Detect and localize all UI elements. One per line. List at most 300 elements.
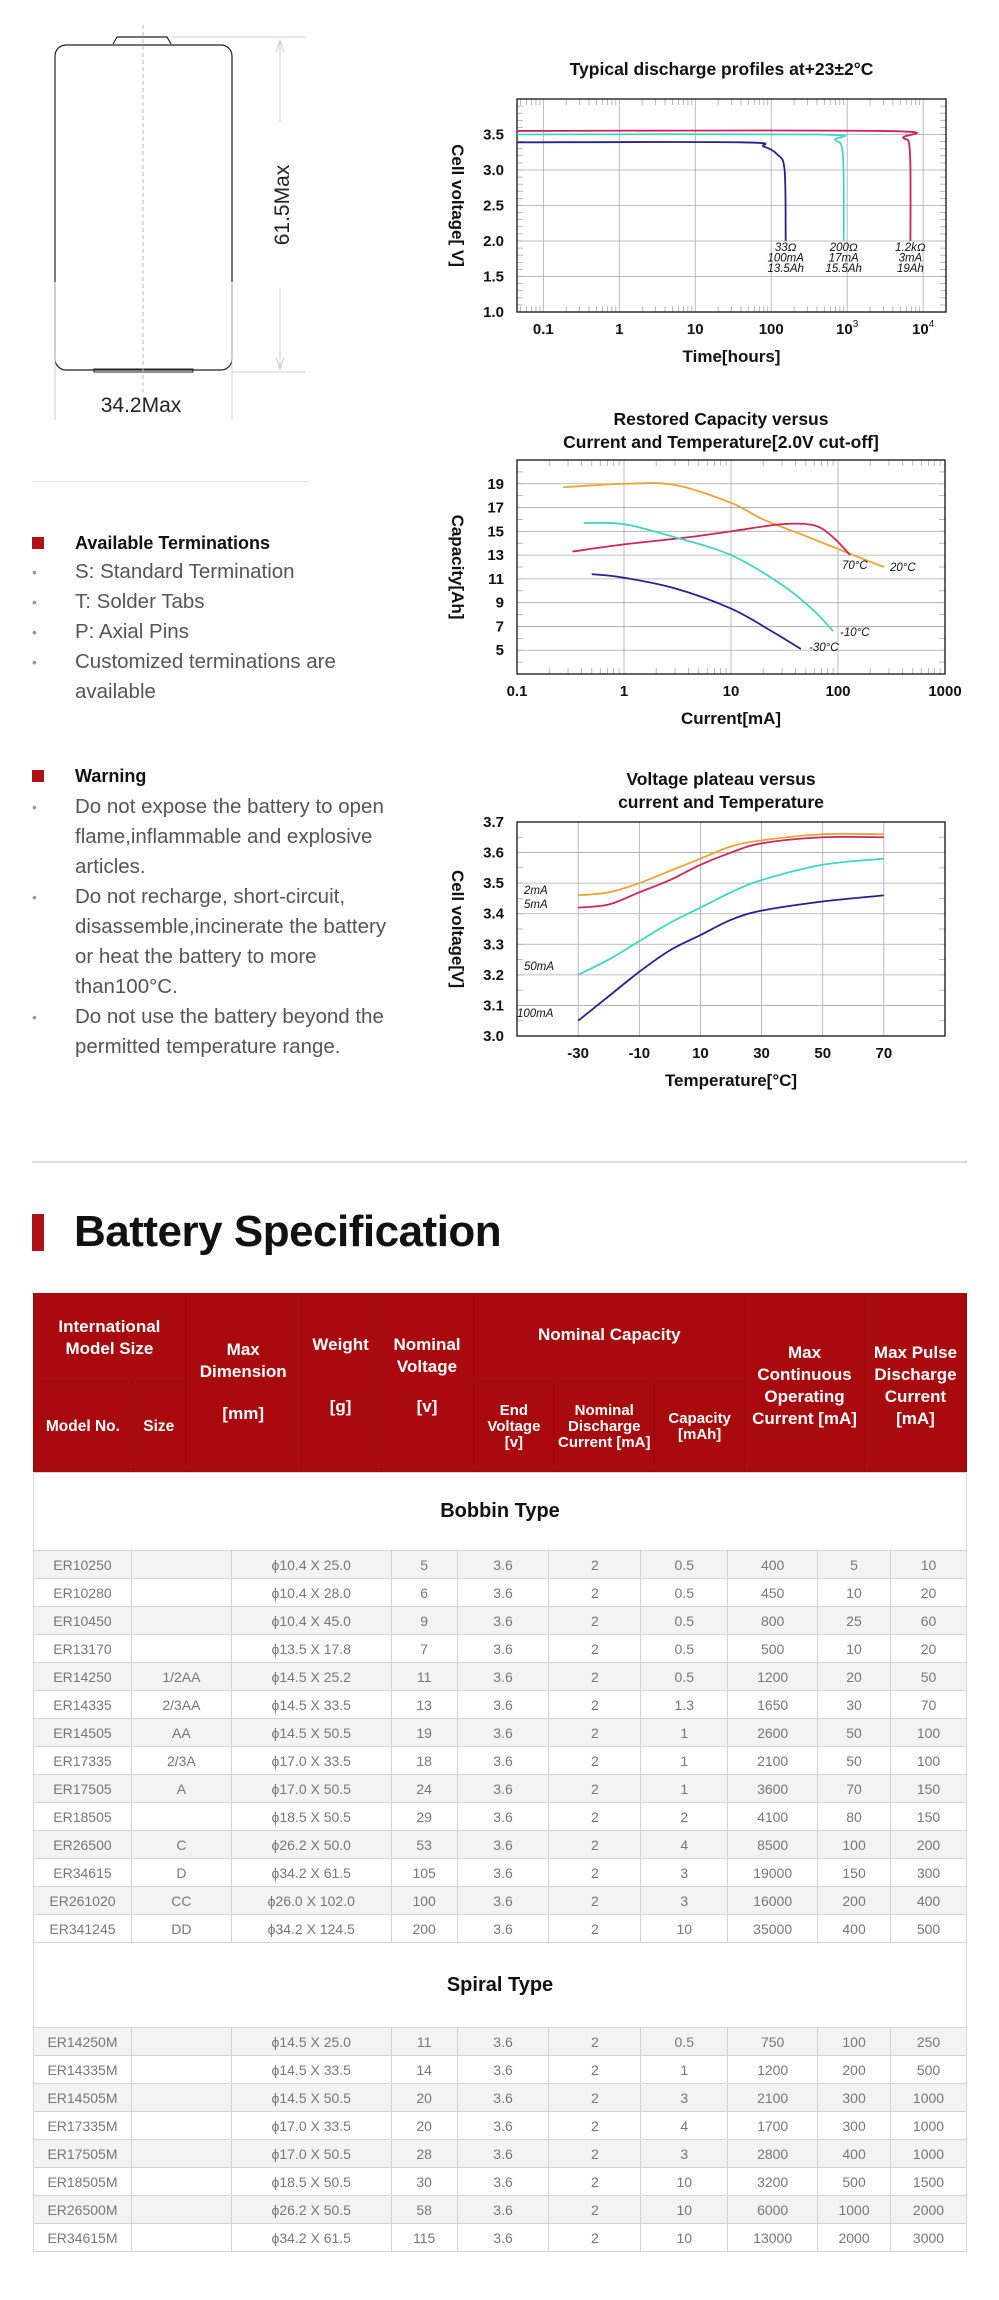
table-cell: 2 [549, 2196, 641, 2224]
header-max-dimension [185, 1294, 301, 1472]
table-cell: ER10250 [34, 1551, 132, 1579]
table-cell [131, 2056, 231, 2084]
table-cell: ER34615 [34, 1859, 132, 1887]
table-cell [131, 1607, 231, 1635]
table-cell: ϕ13.5 X 17.8 [231, 1635, 391, 1663]
header-v: [v] [416, 1397, 438, 1416]
table-cell: 2 [549, 1719, 641, 1747]
table-cell: ϕ14.5 X 33.5 [231, 2056, 391, 2084]
table-cell: 14 [391, 2056, 457, 2084]
table-cell: 1 [641, 2056, 728, 2084]
table-cell: 4 [641, 2112, 728, 2140]
table-cell: 2800 [728, 2140, 818, 2168]
table-row [34, 2084, 967, 2112]
table-cell: 800 [728, 1607, 818, 1635]
table-cell: 5 [391, 1551, 457, 1579]
table-cell: 2/3A [131, 1747, 231, 1775]
table-cell: 3.6 [457, 1831, 549, 1859]
table-cell: 10 [818, 1579, 891, 1607]
header-mm: [mm] [222, 1404, 264, 1423]
series-label: -10°C [840, 627, 870, 639]
table-cell: 3.6 [457, 2112, 549, 2140]
table-cell [131, 1579, 231, 1607]
header-intl-model-size: International Model Size [34, 1294, 186, 1382]
table-cell: 2 [549, 1663, 641, 1691]
table-cell: ER10280 [34, 1579, 132, 1607]
x-tick-label: 10 [686, 321, 704, 338]
table-cell: 50 [891, 1663, 967, 1691]
table-cell: ER17335M [34, 2112, 132, 2140]
table-cell: 500 [818, 2168, 891, 2196]
spec-table-header [33, 1293, 967, 1472]
table-cell: 500 [891, 1915, 967, 1943]
table-cell: 1700 [728, 2112, 818, 2140]
table-cell [131, 2168, 231, 2196]
table-cell: 3.6 [457, 1691, 549, 1719]
table-cell: ϕ34.2 X 124.5 [231, 1915, 391, 1943]
series-line [563, 483, 884, 567]
table-cell: 70 [891, 1691, 967, 1719]
table-cell: 2 [549, 1831, 641, 1859]
header-weight-label: Weight [312, 1335, 369, 1354]
table-cell: 3.6 [457, 2056, 549, 2084]
table-cell: 100 [818, 2028, 891, 2056]
table-cell [131, 1635, 231, 1663]
table-cell: 1000 [891, 2084, 967, 2112]
x-tick-label: 1000 [928, 683, 962, 700]
table-row [34, 2028, 967, 2056]
series-line [578, 834, 884, 896]
table-cell: 3.6 [457, 1775, 549, 1803]
y-axis-label: Capacity[Ah] [448, 514, 467, 620]
table-cell: 1/2AA [131, 1663, 231, 1691]
header-nominal-voltage-label: Nominal Voltage [393, 1335, 461, 1376]
table-cell: 3.6 [457, 1635, 549, 1663]
table-cell: ϕ34.2 X 61.5 [231, 1859, 391, 1887]
table-cell: 53 [391, 1831, 457, 1859]
table-cell: 300 [818, 2084, 891, 2112]
table-cell: 100 [818, 1831, 891, 1859]
series-annotation: 19Ah [896, 263, 924, 275]
warning-list [32, 792, 392, 1062]
terminations-title: Available Terminations [75, 532, 271, 553]
table-cell: 20 [891, 1635, 967, 1663]
table-cell: A [131, 1775, 231, 1803]
table-cell: 3 [641, 1859, 728, 1887]
table-cell: 11 [391, 1663, 457, 1691]
table-row [34, 1859, 967, 1887]
group-row [34, 1943, 967, 2028]
y-tick-label: 3.0 [483, 162, 504, 179]
table-cell: 8500 [728, 1831, 818, 1859]
chart-title: Current and Temperature[2.0V cut-off] [563, 432, 879, 452]
series-label: 20°C [890, 562, 916, 574]
height-label: 61.5Max [271, 164, 294, 246]
width-label: 34.2Max [100, 394, 182, 417]
y-tick-label: 3.6 [483, 844, 504, 862]
table-cell: 1000 [891, 2140, 967, 2168]
y-axis-label: Cell voltage[V] [448, 869, 467, 989]
y-tick-label: 13 [487, 547, 504, 565]
table-cell: 3 [641, 2140, 728, 2168]
table-cell: 200 [818, 2056, 891, 2084]
bullet-icon: • [32, 594, 37, 610]
y-tick-label: 3.2 [483, 966, 504, 984]
y-tick-label: 11 [488, 570, 504, 588]
table-cell: 150 [818, 1859, 891, 1887]
header-capacity: Capacity [mAh] [655, 1382, 745, 1472]
table-cell: ER17335 [34, 1747, 132, 1775]
warning-section [32, 764, 392, 1062]
table-cell: ϕ18.5 X 50.5 [231, 1803, 391, 1831]
table-cell: 3000 [891, 2224, 967, 2252]
x-tick-label: 10 [722, 683, 740, 700]
x-tick-label: 100 [825, 683, 851, 700]
series-annotation: 17mA [828, 252, 859, 265]
x-axis-label: Time[hours] [682, 347, 781, 366]
series-annotation: 200Ω [829, 242, 858, 254]
table-cell: 28 [391, 2140, 457, 2168]
spec-heading [32, 1207, 502, 1256]
table-cell: 3.6 [457, 1859, 549, 1887]
bullet-icon: • [32, 799, 37, 815]
group-title: Bobbin Type [34, 1473, 967, 1551]
battery-positive-cap [113, 37, 171, 44]
table-cell: 30 [818, 1691, 891, 1719]
table-cell: 10 [641, 1915, 728, 1943]
list-item [32, 557, 392, 587]
table-cell: 3200 [728, 2168, 818, 2196]
header-model-no: Model No. [34, 1382, 133, 1472]
table-row [34, 2224, 967, 2252]
spec-title: Battery Specification [74, 1207, 502, 1256]
table-cell: 19 [391, 1719, 457, 1747]
table-cell: 29 [391, 1803, 457, 1831]
table-cell: 2000 [891, 2196, 967, 2224]
table-cell: 70 [818, 1775, 891, 1803]
plot-frame [517, 822, 945, 1036]
table-cell: 2 [549, 2028, 641, 2056]
table-row [34, 1775, 967, 1803]
table-cell: ER10450 [34, 1607, 132, 1635]
list-item [32, 587, 392, 617]
y-tick-label: 1.0 [483, 304, 504, 321]
table-cell: ER26500 [34, 1831, 132, 1859]
table-cell: 18 [391, 1747, 457, 1775]
table-cell: 100 [891, 1719, 967, 1747]
voltage-plateau-chart [440, 755, 980, 1095]
series-line [572, 524, 850, 556]
x-tick-label: 1 [619, 683, 629, 700]
series-line [517, 130, 917, 241]
table-cell: 3.6 [457, 1803, 549, 1831]
table-cell: 20 [891, 1579, 967, 1607]
table-cell: 2000 [818, 2224, 891, 2252]
y-tick-label: 3.5 [483, 875, 504, 893]
table-cell: 0.5 [641, 1663, 728, 1691]
table-cell: 1 [641, 1775, 728, 1803]
table-cell: 20 [391, 2112, 457, 2140]
x-tick-label: $10^3$ [836, 319, 859, 338]
table-cell: 2 [549, 1691, 641, 1719]
series-line [517, 142, 786, 241]
table-cell: 3.6 [457, 1663, 549, 1691]
list-item [32, 617, 392, 647]
series-annotation: 100mA [767, 252, 804, 265]
table-cell: 200 [391, 1915, 457, 1943]
battery-dimension-drawing [0, 0, 420, 440]
table-cell: 2 [549, 1551, 641, 1579]
header-nominal-discharge-current: Nominal Discharge Current [mA] [554, 1382, 655, 1472]
table-cell: 100 [391, 1887, 457, 1915]
list-item [32, 882, 392, 1002]
discharge-profile-chart [440, 55, 980, 375]
table-cell: 115 [391, 2224, 457, 2252]
table-row [34, 1663, 967, 1691]
y-tick-label: 5 [495, 642, 504, 660]
y-tick-label: 3.4 [483, 905, 504, 923]
table-cell: 1000 [891, 2112, 967, 2140]
table-cell: 250 [891, 2028, 967, 2056]
table-cell: 6000 [728, 2196, 818, 2224]
table-cell: 0.5 [641, 1579, 728, 1607]
table-cell: 1200 [728, 2056, 818, 2084]
series-line [578, 859, 884, 975]
series-label: 70°C [842, 560, 868, 572]
table-row [34, 1887, 967, 1915]
chart-title: Voltage plateau versus [626, 769, 816, 789]
red-square-icon [32, 770, 44, 782]
table-cell: 0.5 [641, 2028, 728, 2056]
table-cell: ER14335M [34, 2056, 132, 2084]
table-cell: 3.6 [457, 2084, 549, 2112]
table-cell: 13 [391, 1691, 457, 1719]
bullet-icon: • [32, 564, 37, 580]
series-label: 2mA [524, 885, 548, 897]
list-item-text: Do not use the battery beyond the permitted temperature range. [75, 1005, 384, 1058]
table-cell: 400 [818, 1915, 891, 1943]
table-row [34, 1691, 967, 1719]
table-cell: ϕ26.2 X 50.5 [231, 2196, 391, 2224]
table-cell [131, 2028, 231, 2056]
table-cell: 450 [728, 1579, 818, 1607]
table-cell: 19000 [728, 1859, 818, 1887]
table-row [34, 1579, 967, 1607]
table-cell: 2600 [728, 1719, 818, 1747]
table-cell: 24 [391, 1775, 457, 1803]
table-cell: 3600 [728, 1775, 818, 1803]
table-cell: 400 [728, 1551, 818, 1579]
series-label: -30°C [809, 642, 839, 654]
table-cell: ER34615M [34, 2224, 132, 2252]
series-line [517, 134, 845, 241]
grid [517, 460, 945, 674]
table-row [34, 1915, 967, 1943]
table-cell: 3.6 [457, 1915, 549, 1943]
table-cell: 50 [818, 1719, 891, 1747]
chart-title: Restored Capacity versus [613, 409, 829, 429]
table-cell: ϕ17.0 X 33.5 [231, 1747, 391, 1775]
table-cell: ϕ10.4 X 28.0 [231, 1579, 391, 1607]
table-cell: 7 [391, 1635, 457, 1663]
list-item [32, 792, 392, 882]
list-item-text: S: Standard Termination [75, 560, 295, 583]
table-cell: ER14505 [34, 1719, 132, 1747]
y-tick-label: 3.3 [483, 936, 504, 954]
table-cell: 1000 [818, 2196, 891, 2224]
list-item [32, 1002, 392, 1062]
x-tick-label: 1 [615, 321, 624, 338]
table-cell: 16000 [728, 1887, 818, 1915]
table-cell: 2 [641, 1803, 728, 1831]
header-max-pulse: Max Pulse Discharge Current [mA] [864, 1294, 966, 1472]
table-cell: 3.6 [457, 2168, 549, 2196]
table-cell [131, 2196, 231, 2224]
x-tick-label: 0.1 [532, 321, 554, 338]
y-tick-label: 2.0 [483, 233, 504, 250]
series-annotation: 3mA [898, 252, 923, 265]
table-cell: 3.6 [457, 1747, 549, 1775]
header-max-dimension-label: Max Dimension [199, 1340, 287, 1381]
left-divider [32, 481, 308, 482]
table-cell: 0.5 [641, 1607, 728, 1635]
table-cell: 10 [818, 1635, 891, 1663]
bullet-icon: • [32, 1009, 37, 1025]
table-cell: 1 [641, 1719, 728, 1747]
table-cell: 500 [891, 2056, 967, 2084]
x-axis-label: Current[mA] [680, 709, 782, 728]
table-cell: 3 [641, 1887, 728, 1915]
table-row [34, 2196, 967, 2224]
list-item-text: Do not recharge, short-circuit, disassemble,incinerate the battery or heat the battery to more than100°C. [75, 885, 387, 998]
table-row [34, 1803, 967, 1831]
table-cell [131, 2112, 231, 2140]
table-cell: ϕ14.5 X 50.5 [231, 2084, 391, 2112]
y-tick-label: 15 [487, 523, 504, 541]
table-cell: D [131, 1859, 231, 1887]
table-cell: ER14505M [34, 2084, 132, 2112]
table-cell: 35000 [728, 1915, 818, 1943]
series-line [578, 837, 884, 908]
grid [517, 822, 945, 1036]
table-cell: 3.6 [457, 2224, 549, 2252]
x-tick-label: 50 [814, 1045, 832, 1062]
table-cell: 4 [641, 1831, 728, 1859]
y-tick-label: 7 [495, 618, 504, 636]
y-tick-label: 3.7 [483, 814, 504, 831]
table-cell [131, 2084, 231, 2112]
table-row [34, 1747, 967, 1775]
table-cell: 2 [549, 2140, 641, 2168]
table-cell: ER14250 [34, 1663, 132, 1691]
table-cell: 25 [818, 1607, 891, 1635]
table-cell: 58 [391, 2196, 457, 2224]
table-cell: 3.6 [457, 1607, 549, 1635]
y-tick-label: 2.5 [483, 197, 504, 215]
table-cell: 1500 [891, 2168, 967, 2196]
series-annotation: 33Ω [774, 242, 797, 254]
table-cell: ER18505 [34, 1803, 132, 1831]
list-item-text: T: Solder Tabs [75, 590, 205, 613]
table-cell: ϕ14.5 X 33.5 [231, 1691, 391, 1719]
y-tick-label: 9 [495, 594, 504, 612]
header-weight [301, 1294, 380, 1472]
table-cell: 150 [891, 1775, 967, 1803]
table-cell: 1 [641, 1747, 728, 1775]
table-cell: ER17505M [34, 2140, 132, 2168]
table-row [34, 2140, 967, 2168]
table-cell: AA [131, 1719, 231, 1747]
chart-title: current and Temperature [618, 792, 824, 812]
table-cell: 11 [391, 2028, 457, 2056]
header-size: Size [132, 1382, 185, 1472]
table-cell: 3.6 [457, 1887, 549, 1915]
table-cell: 300 [891, 1859, 967, 1887]
x-tick-label: -30 [567, 1045, 589, 1062]
warning-title: Warning [75, 765, 147, 786]
table-cell: 10 [891, 1551, 967, 1579]
table-cell: 2100 [728, 1747, 818, 1775]
y-tick-label: 19 [487, 475, 504, 493]
table-row [34, 2112, 967, 2140]
table-cell: 500 [728, 1635, 818, 1663]
table-cell: 10 [641, 2196, 728, 2224]
table-cell: 80 [818, 1803, 891, 1831]
table-cell: ER14250M [34, 2028, 132, 2056]
list-item-text: P: Axial Pins [75, 620, 189, 643]
table-cell: 100 [891, 1747, 967, 1775]
bullet-icon: • [32, 654, 37, 670]
series-label: 50mA [524, 961, 555, 973]
table-cell [131, 2140, 231, 2168]
table-cell: C [131, 1831, 231, 1859]
table-cell: ϕ17.0 X 50.5 [231, 2140, 391, 2168]
table-cell: 9 [391, 1607, 457, 1635]
x-tick-label: 0.1 [506, 683, 528, 700]
series-line [592, 574, 801, 649]
table-cell: 2 [549, 1635, 641, 1663]
table-cell: 200 [891, 1831, 967, 1859]
table-cell: ER261020 [34, 1887, 132, 1915]
table-cell: ER341245 [34, 1915, 132, 1943]
table-cell: 400 [818, 2140, 891, 2168]
table-cell: 2 [549, 1915, 641, 1943]
table-cell: 0.5 [641, 1551, 728, 1579]
y-axis-label: Cell voltage[ V] [448, 144, 467, 267]
table-cell: 3 [641, 2084, 728, 2112]
table-cell: 20 [391, 2084, 457, 2112]
x-tick-label: $10^4$ [912, 319, 935, 338]
table-cell: 2 [549, 2084, 641, 2112]
series-label: 5mA [524, 899, 548, 911]
list-item-text: Customized terminations are available [75, 650, 336, 703]
header-max-continuous: Max Continuous Operating Current [mA] [745, 1294, 865, 1472]
table-cell: 105 [391, 1859, 457, 1887]
header-g: [g] [329, 1397, 352, 1416]
table-cell: 2 [549, 2112, 641, 2140]
list-item-text: Do not expose the battery to open flame,inflammable and explosive articles. [75, 795, 384, 878]
table-cell: ϕ26.0 X 102.0 [231, 1887, 391, 1915]
table-cell: 2 [549, 1859, 641, 1887]
table-cell: 2 [549, 2168, 641, 2196]
table-cell: 2 [549, 1607, 641, 1635]
table-cell: 2 [549, 2224, 641, 2252]
header-nominal-capacity: Nominal Capacity [474, 1294, 745, 1382]
table-cell: 3.6 [457, 2140, 549, 2168]
terminations-list [32, 557, 392, 707]
y-tick-label: 3.1 [483, 997, 504, 1015]
table-cell: 3.6 [457, 2196, 549, 2224]
